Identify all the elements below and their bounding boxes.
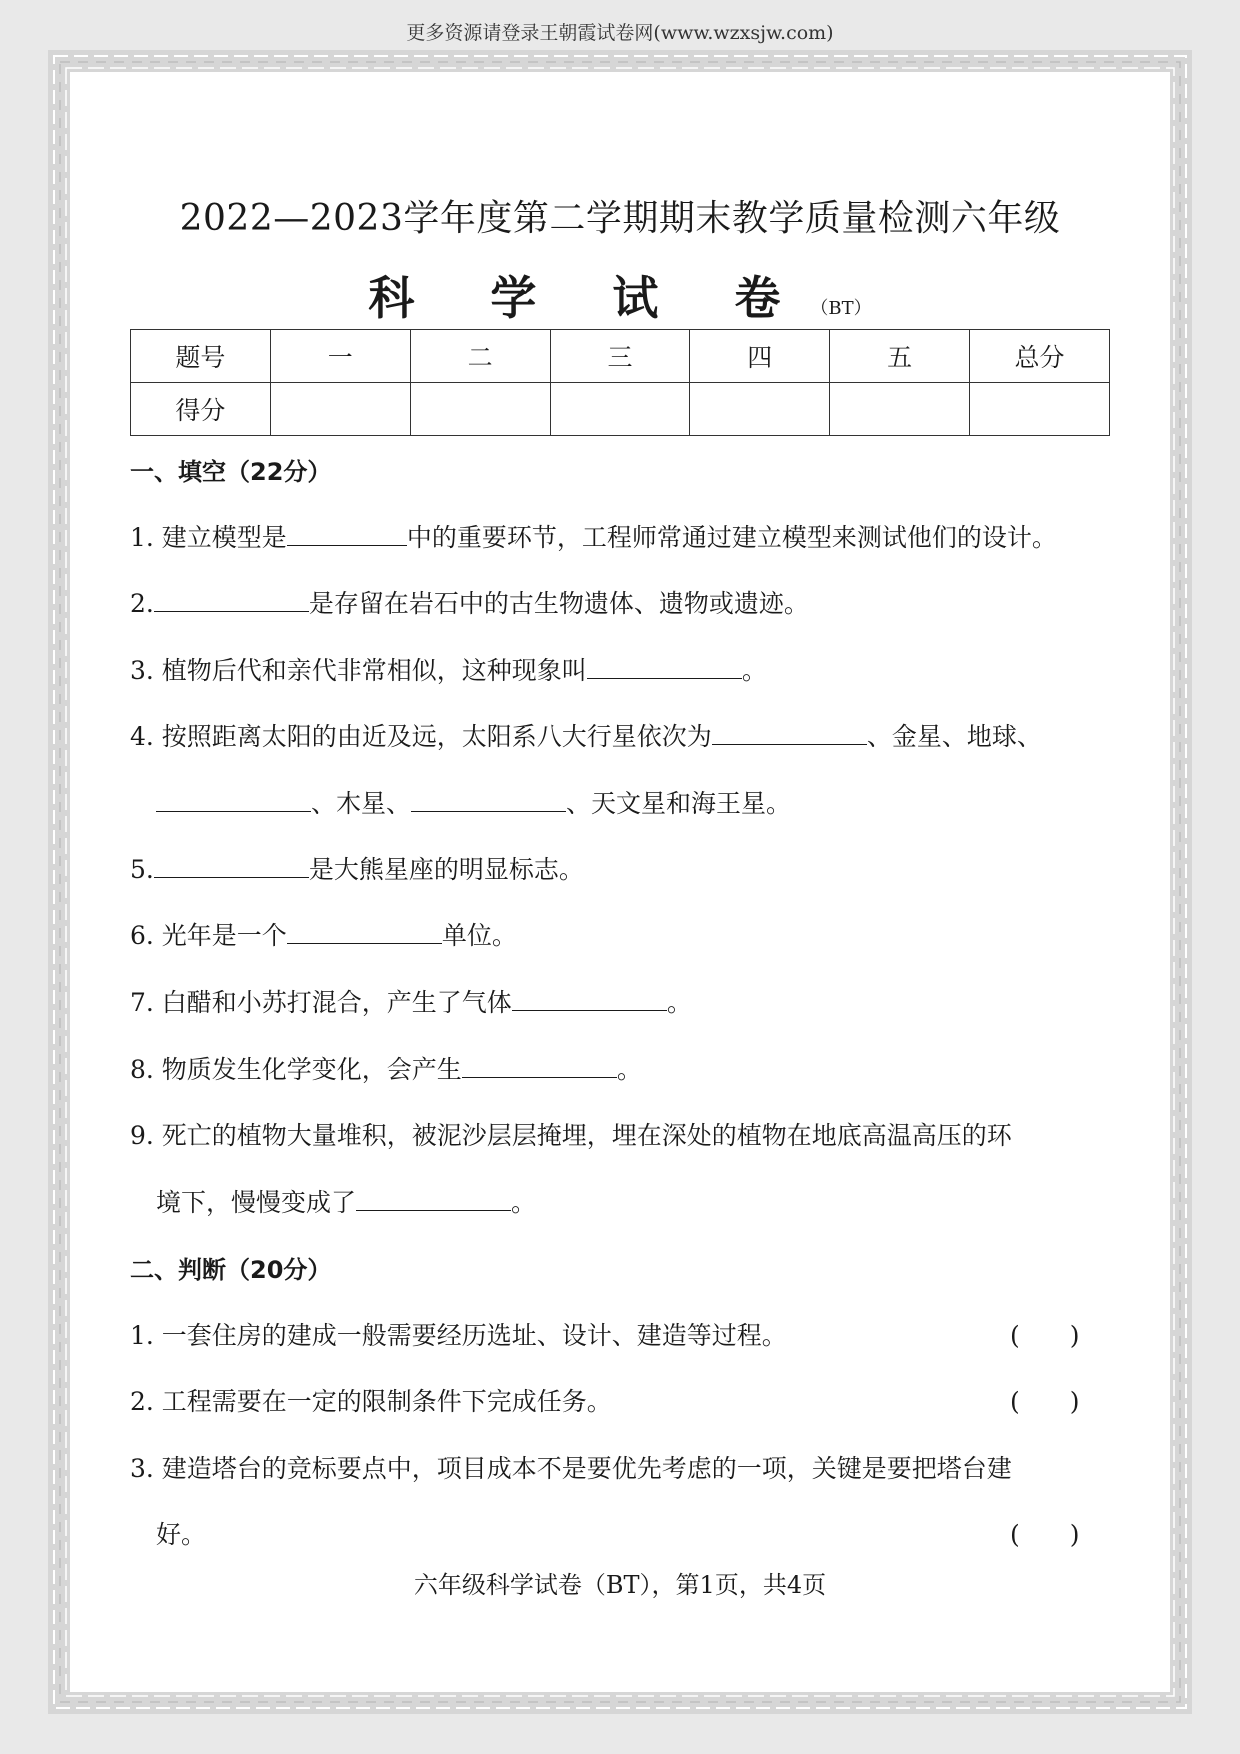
answer-blank[interactable]: [462, 1055, 617, 1078]
row-label: 得分: [131, 383, 271, 436]
score-cell[interactable]: [550, 383, 690, 436]
section2-heading: 二、判断（20分）: [130, 1256, 332, 1284]
header-cell: 五: [830, 330, 970, 383]
score-table: [130, 329, 1110, 436]
score-cell[interactable]: [690, 383, 830, 436]
section1-heading: 一、填空（22分）: [130, 458, 332, 486]
question-1-8: 8. 物质发生化学变化，会产生 。: [130, 1055, 642, 1084]
header-cell: 题号: [131, 330, 271, 383]
question-1-5: 5. 是大熊星座的明显标志。: [130, 855, 584, 884]
header-cell: 一: [270, 330, 410, 383]
question-1-3: 3. 植物后代和亲代非常相似，这种现象叫 。: [130, 656, 767, 685]
subject-title: [0, 262, 1240, 328]
question-2-3-continued: 好。: [156, 1520, 207, 1549]
question-1-6: 6. 光年是一个 单位。: [130, 921, 517, 950]
question-1-1: 1. 建立模型是 中的重要环节，工程师常通过建立模型来测试他们的设计。: [130, 523, 1057, 552]
question-2-2: 2. 工程需要在一定的限制条件下完成任务。: [130, 1387, 612, 1416]
score-cell[interactable]: [970, 383, 1110, 436]
header-cell: 总分: [970, 330, 1110, 383]
score-cell[interactable]: [270, 383, 410, 436]
exam-title: 2022—2023学年度第二学期期末教学质量检测六年级: [179, 198, 1061, 239]
answer-blank[interactable]: [154, 855, 309, 878]
question-1-7: 7. 白醋和小苏打混合，产生了气体 。: [130, 988, 692, 1017]
question-2-3: 3. 建造塔台的竞标要点中，项目成本不是要优先考虑的一项，关键是要把塔台建: [130, 1454, 1012, 1483]
answer-blank[interactable]: [287, 921, 442, 944]
question-1-2: 2. 是存留在岩石中的古生物遗体、遗物或遗迹。: [130, 589, 809, 618]
score-table-header-row: [131, 330, 1110, 383]
answer-parentheses[interactable]: ( ): [1010, 1520, 1080, 1549]
answer-blank[interactable]: [587, 656, 742, 679]
question-1-9: 9. 死亡的植物大量堆积，被泥沙层层掩埋，埋在深处的植物在地底高温高压的环: [130, 1121, 1012, 1150]
answer-blank[interactable]: [512, 988, 667, 1011]
answer-blank[interactable]: [287, 523, 407, 546]
question-1-9-continued: 境下，慢慢变成了 。: [156, 1188, 537, 1217]
answer-parentheses[interactable]: ( ): [1010, 1387, 1080, 1416]
header-cell: 二: [410, 330, 550, 383]
edition-label: （BT）: [810, 298, 872, 319]
score-cell[interactable]: [410, 383, 550, 436]
question-1-4-continued: 、木星、 、天文星和海王星。: [156, 784, 791, 820]
answer-blank[interactable]: [156, 789, 311, 812]
subject-name: 科 学 试 卷: [368, 271, 811, 325]
question-2-1: 1. 一套住房的建成一般需要经历选址、设计、建造等过程。: [130, 1321, 787, 1350]
answer-blank[interactable]: [356, 1188, 511, 1211]
answer-parentheses[interactable]: ( ): [1010, 1321, 1080, 1350]
answer-blank[interactable]: [411, 789, 566, 812]
header-cell: 三: [550, 330, 690, 383]
question-1-4: 4. 按照距离太阳的由近及远，太阳系八大行星依次为 、金星、地球、: [130, 722, 1042, 751]
answer-blank[interactable]: [712, 722, 867, 745]
answer-blank[interactable]: [154, 589, 309, 612]
watermark: 更多资源请登录王朝霞试卷网(www.wzxsjw.com): [406, 22, 834, 44]
header-cell: 四: [690, 330, 830, 383]
score-cell[interactable]: [830, 383, 970, 436]
page-footer: 六年级科学试卷（BT），第1页，共4页: [413, 1571, 827, 1599]
score-table-score-row: [131, 383, 1110, 436]
